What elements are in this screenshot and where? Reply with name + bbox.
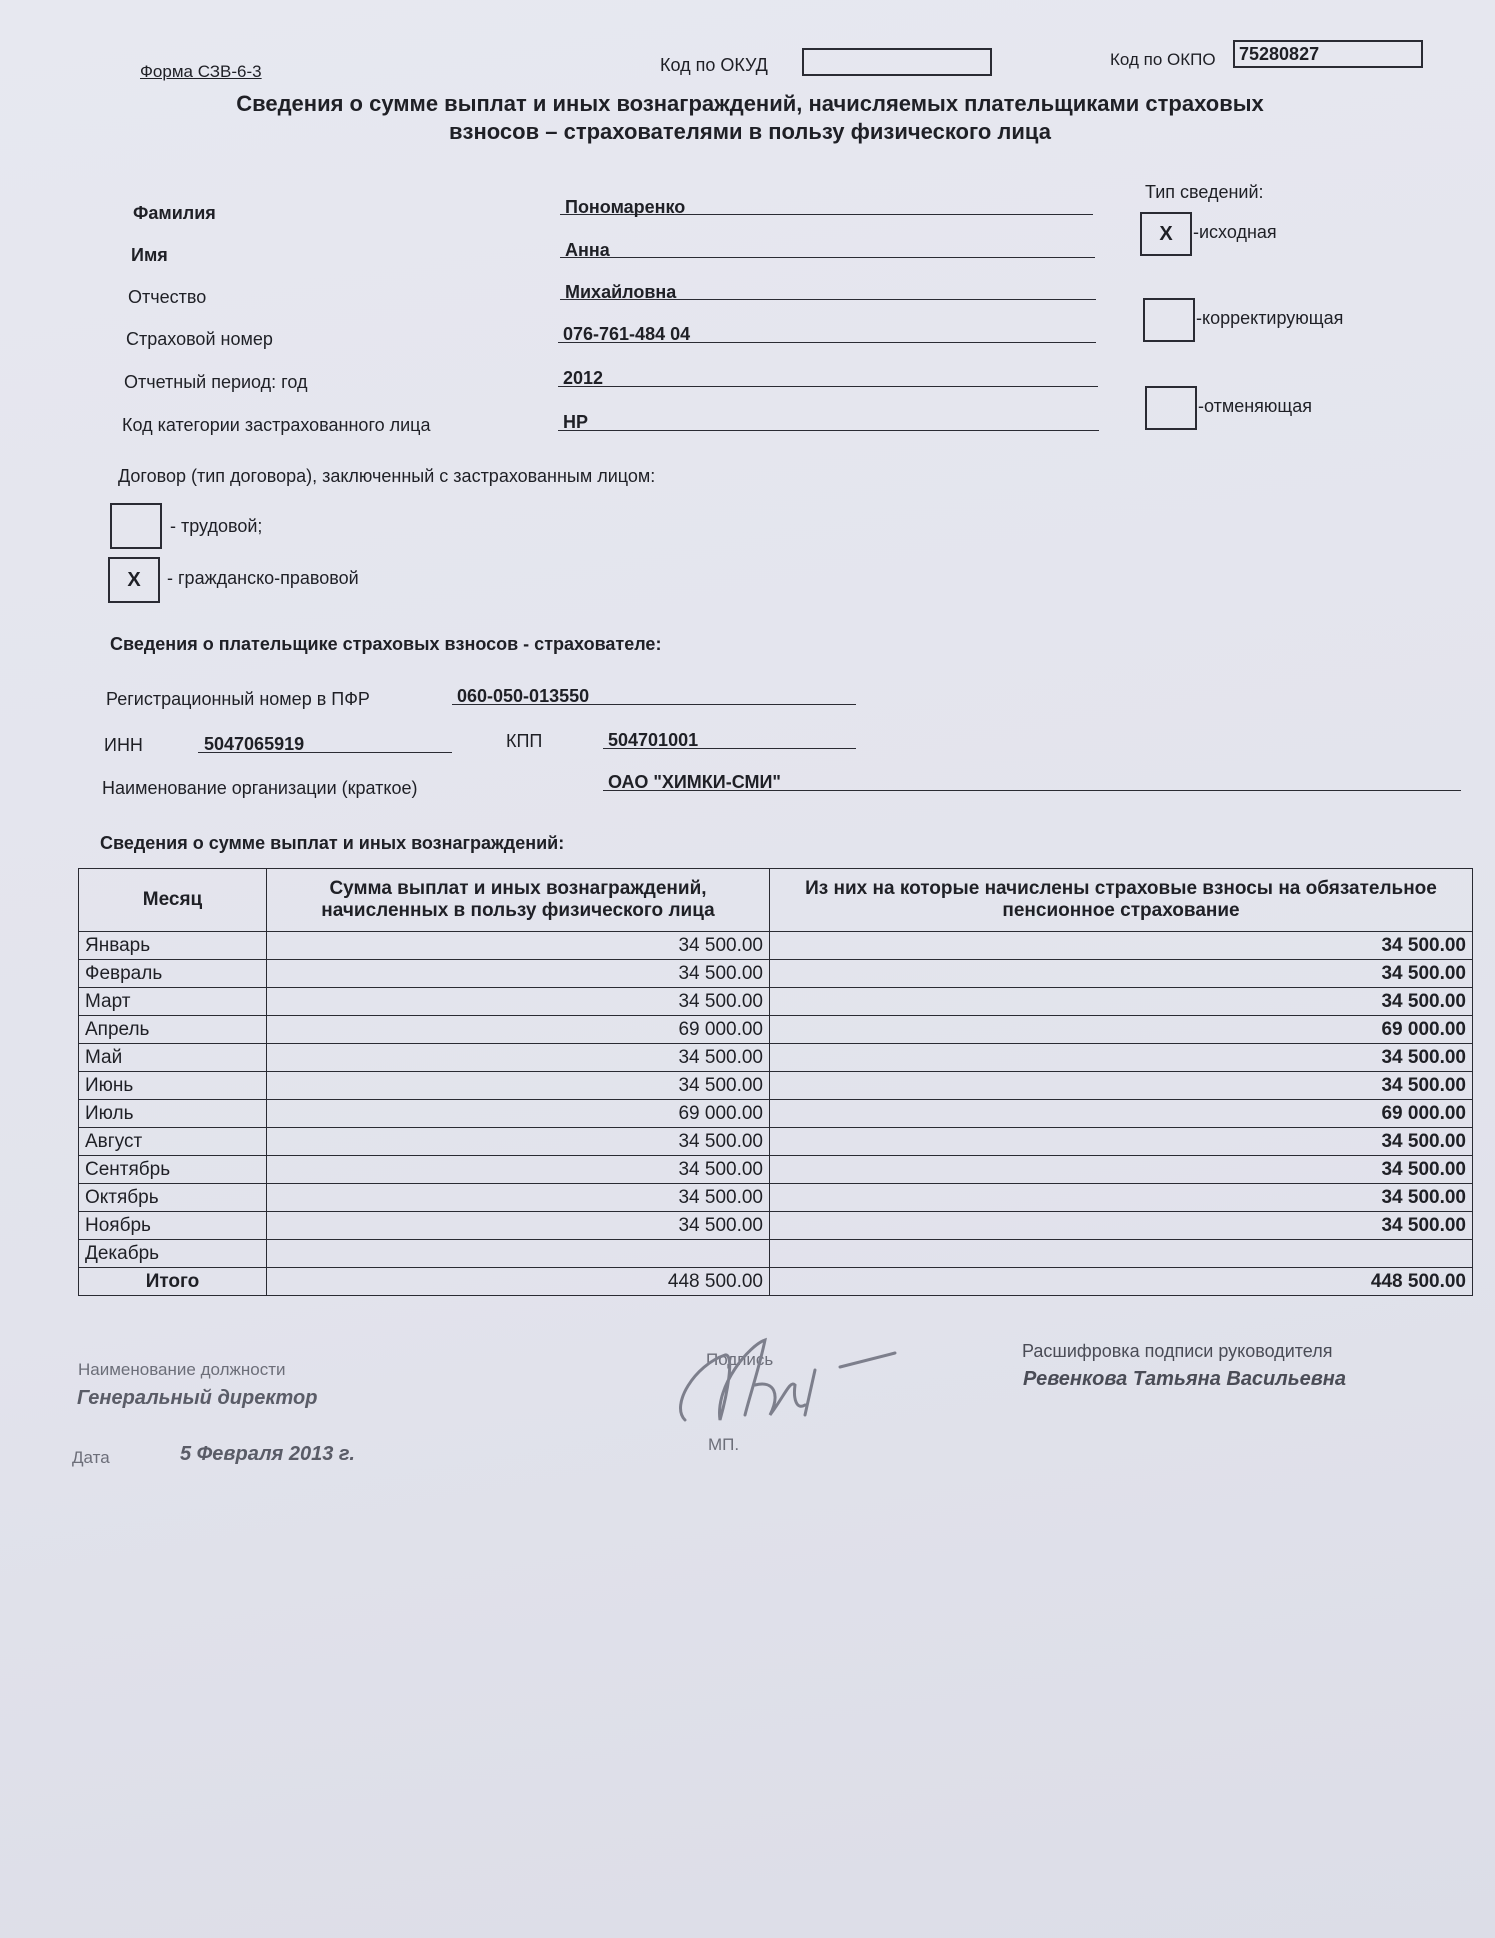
org-value: ОАО "ХИМКИ-СМИ" (608, 772, 781, 792)
signature (665, 1325, 905, 1445)
table-row (79, 960, 1473, 988)
inn-value: 5047065919 (204, 734, 305, 754)
payments-table-header (79, 869, 1473, 932)
stamp-label: МП. (708, 1435, 740, 1454)
sum-cell (267, 1240, 770, 1268)
category-line (558, 406, 1099, 431)
month-cell: Март (79, 988, 267, 1016)
kpp-value: 504701001 (608, 730, 699, 750)
table-row (79, 932, 1473, 960)
month-cell: Август (79, 1128, 267, 1156)
sum-cell: 34 500.00 (267, 1184, 770, 1212)
column-month: Месяц (79, 869, 267, 932)
pension-cell (770, 1240, 1473, 1268)
sum-cell: 34 500.00 (267, 1212, 770, 1240)
title-line-1: Сведения о сумме выплат и иных вознаграждений, начисляемых плательщиками страховых (236, 91, 1264, 116)
info-type-corrective-label: -корректирующая (1196, 308, 1344, 328)
total-pension: 448 500.00 (770, 1268, 1473, 1296)
month-cell: Январь (79, 932, 267, 960)
table-row (79, 1156, 1473, 1184)
month-cell: Июнь (79, 1072, 267, 1100)
surname-value: Пономаренко (565, 197, 686, 217)
signature-label: Подпись (706, 1350, 774, 1369)
kpp-label: КПП (506, 731, 543, 751)
column-sum: Сумма выплат и иных вознаграждений, начисленных в пользу физического лица (267, 869, 770, 932)
reg-label: Регистрационный номер в ПФР (106, 689, 370, 709)
period-label: Отчетный период: год (124, 372, 308, 392)
month-cell: Май (79, 1044, 267, 1072)
sum-cell: 34 500.00 (267, 1128, 770, 1156)
insurance-number-label: Страховой номер (126, 329, 273, 349)
column-pension: Из них на которые начислены страховые взносы на обязательное пенсионное страхование (770, 869, 1473, 932)
contract-labor-checkbox[interactable] (110, 503, 162, 549)
total-sum: 448 500.00 (267, 1268, 770, 1296)
table-row (79, 1212, 1473, 1240)
sum-cell: 34 500.00 (267, 932, 770, 960)
info-type-original-label: -исходная (1193, 222, 1277, 242)
sum-cell: 34 500.00 (267, 1044, 770, 1072)
pension-cell: 69 000.00 (770, 1016, 1473, 1044)
pension-cell: 34 500.00 (770, 988, 1473, 1016)
inn-label: ИНН (104, 735, 143, 755)
date-value: 5 Февраля 2013 г. (180, 1443, 355, 1465)
contract-civil-checkbox[interactable]: X (108, 557, 160, 603)
form-name: Форма СЗВ-6-3 (140, 62, 262, 81)
insurance-number-value: 076-761-484 04 (563, 324, 691, 344)
name-line (560, 233, 1095, 258)
table-row (79, 1016, 1473, 1044)
patronymic-value: Михайловна (565, 282, 677, 302)
patronymic-label: Отчество (128, 287, 207, 307)
payments-heading: Сведения о сумме выплат и иных вознаграждений: (100, 833, 565, 853)
table-row (79, 1072, 1473, 1100)
month-cell: Сентябрь (79, 1156, 267, 1184)
table-row (79, 988, 1473, 1016)
payer-heading: Сведения о плательщике страховых взносов - страхователе: (110, 634, 662, 654)
month-cell: Декабрь (79, 1240, 267, 1268)
okud-label: Код по ОКУД (660, 55, 768, 75)
table-row (79, 1128, 1473, 1156)
pension-cell: 34 500.00 (770, 1044, 1473, 1072)
info-type-original-checkbox[interactable]: X (1140, 212, 1192, 256)
month-cell: Октябрь (79, 1184, 267, 1212)
total-label: Итого (79, 1268, 267, 1296)
sum-cell: 34 500.00 (267, 1156, 770, 1184)
month-cell: Апрель (79, 1016, 267, 1044)
decode-label: Расшифровка подписи руководителя (1022, 1341, 1333, 1361)
table-row (79, 1184, 1473, 1212)
total-row (79, 1268, 1473, 1296)
pension-cell: 34 500.00 (770, 1156, 1473, 1184)
table-row (79, 1100, 1473, 1128)
category-value: НР (563, 412, 589, 432)
pension-cell: 69 000.00 (770, 1100, 1473, 1128)
info-type-cancel-label: -отменяющая (1198, 396, 1312, 416)
info-type-cancel-checkbox[interactable] (1145, 386, 1197, 430)
table-row (79, 1240, 1473, 1268)
info-type-corrective-checkbox[interactable] (1143, 298, 1195, 342)
payments-table (78, 868, 1473, 1296)
info-type-label: Тип сведений: (1145, 182, 1264, 202)
sum-cell: 34 500.00 (267, 1072, 770, 1100)
document-title (150, 90, 1350, 146)
okud-field (802, 48, 992, 76)
pension-cell: 34 500.00 (770, 932, 1473, 960)
month-cell: Ноябрь (79, 1212, 267, 1240)
month-cell: Июль (79, 1100, 267, 1128)
surname-label: Фамилия (133, 203, 216, 223)
pension-cell: 34 500.00 (770, 960, 1473, 988)
okpo-label: Код по ОКПО (1110, 50, 1216, 69)
position-value: Генеральный директор (77, 1387, 318, 1409)
table-row (79, 1044, 1473, 1072)
contract-civil-label: - гражданско-правовой (167, 568, 359, 588)
pension-cell: 34 500.00 (770, 1184, 1473, 1212)
pension-cell: 34 500.00 (770, 1072, 1473, 1100)
contract-label: Договор (тип договора), заключенный с застрахованным лицом: (118, 466, 656, 486)
okpo-field: 75280827 (1233, 40, 1423, 68)
pension-cell: 34 500.00 (770, 1128, 1473, 1156)
decode-value: Ревенкова Татьяна Васильевна (1023, 1368, 1346, 1390)
reg-value: 060-050-013550 (457, 686, 590, 706)
sum-cell: 34 500.00 (267, 988, 770, 1016)
month-cell: Февраль (79, 960, 267, 988)
category-label: Код категории застрахованного лица (122, 415, 431, 435)
contract-labor-label: - трудовой; (170, 516, 263, 536)
sum-cell: 34 500.00 (267, 960, 770, 988)
sum-cell: 69 000.00 (267, 1016, 770, 1044)
name-label: Имя (131, 245, 168, 265)
sum-cell: 69 000.00 (267, 1100, 770, 1128)
position-label: Наименование должности (78, 1360, 286, 1379)
name-value: Анна (565, 240, 610, 260)
period-line (558, 362, 1098, 387)
period-value: 2012 (563, 368, 604, 388)
title-line-2: взносов – страхователями в пользу физического лица (449, 119, 1051, 144)
org-label: Наименование организации (краткое) (102, 778, 418, 798)
pension-cell: 34 500.00 (770, 1212, 1473, 1240)
date-label: Дата (72, 1448, 110, 1467)
